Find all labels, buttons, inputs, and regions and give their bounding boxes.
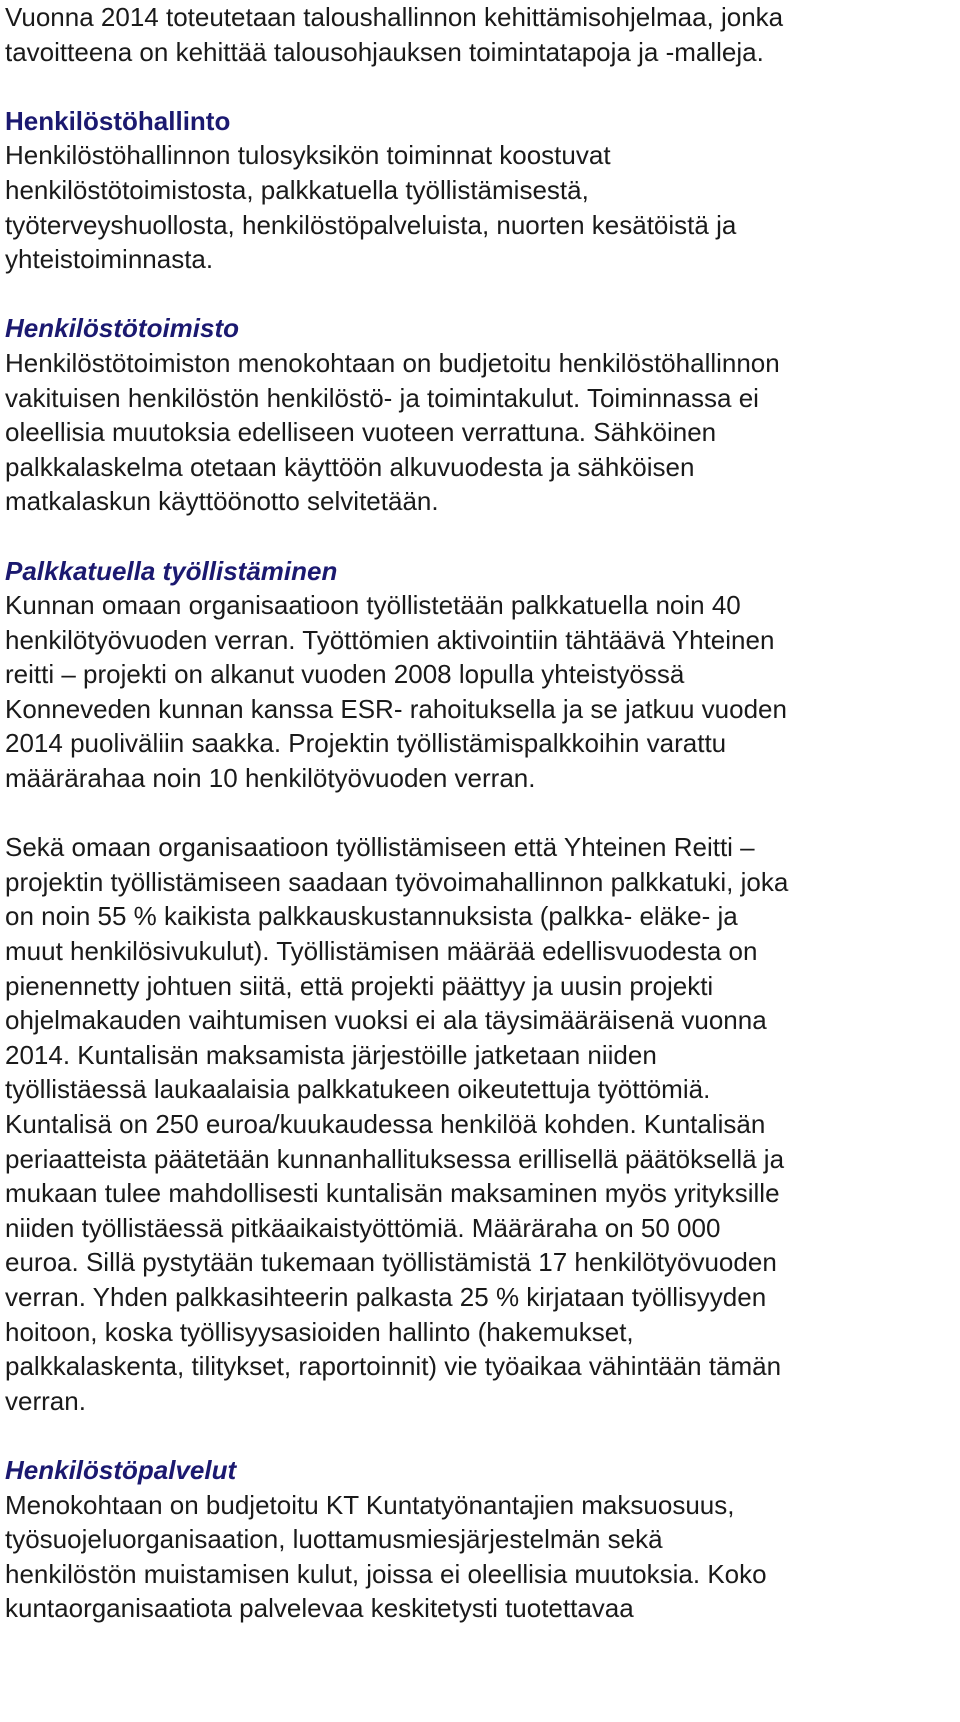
text-line: Henkilöstöhallinnon tulosyksikön toiminnat koostuvat: [5, 140, 611, 171]
text-line: projektin työllistämiseen saadaan työvoimahallinnon palkkatuki, joka: [5, 866, 789, 897]
section-henkilostohallinto: [5, 104, 960, 277]
paragraph-gap: [5, 519, 960, 554]
text-line: Kunnan omaan organisaatioon työllistetään palkkatuella noin 40: [5, 590, 741, 621]
section-heading: Henkilöstötoimisto: [5, 313, 240, 344]
text-line: Henkilöstötoimiston menokohtaan on budjetoitu henkilöstöhallinnon: [5, 347, 780, 378]
text-line: verran. Yhden palkkasihteerin palkasta 25 % kirjataan työllisyyden: [5, 1281, 767, 1312]
text-line: henkilöstötoimistosta, palkkatuella työllistämisestä,: [5, 174, 589, 205]
text-line: kuntaorganisaatiota palvelevaa keskitetysti tuotettavaa: [5, 1593, 634, 1624]
text-line: on noin 55 % kaikista palkkauskustannuksista (palkka- eläke- ja: [5, 901, 738, 932]
text-line: 2014 puoliväliin saakka. Projektin työllistämispalkkoihin varattu: [5, 728, 727, 759]
text-line: oleellisia muutoksia edelliseen vuoteen verrattuna. Sähköinen: [5, 417, 717, 448]
section-heading: Henkilöstöhallinto: [5, 105, 231, 136]
text-line: henkilötyövuoden verran. Työttömien aktivointiin tähtäävä Yhteinen: [5, 624, 775, 655]
text-line: palkkalaskenta, tilitykset, raportoinnit) vie työaikaa vähintään tämän: [5, 1351, 782, 1382]
text-line: Kuntalisä on 250 euroa/kuukaudessa henkilöä kohden. Kuntalisän: [5, 1109, 766, 1139]
text-line: euroa. Sillä pystytään tukemaan työllistämistä 17 henkilötyövuoden: [5, 1247, 777, 1278]
text-line: yhteistoiminnasta.: [5, 244, 214, 275]
text-line: palkkalaskelma otetaan käyttöön alkuvuodesta ja sähköisen: [5, 451, 695, 482]
text-line: työsuojeluorganisaation, luottamusmiesjärjestelmän sekä: [5, 1524, 663, 1555]
text-line: muut henkilösivukulut). Työllistämisen määrää edellisvuodesta on: [5, 936, 758, 967]
paragraph-gap: [5, 1418, 960, 1453]
text-line: työllistäessä laukaalaisia palkkatukeen oikeutettuja työttömiä.: [5, 1074, 711, 1105]
text-line: ohjelmakauden vaihtumisen vuoksi ei ala täysimääräisenä vuonna: [5, 1005, 767, 1036]
text-line: työterveyshuollosta, henkilöstöpalveluista, nuorten kesätöistä ja: [5, 209, 737, 240]
paragraph-gap: [5, 796, 960, 831]
section-heading: Henkilöstöpalvelut: [5, 1454, 237, 1485]
paragraph-gap: [5, 277, 960, 312]
section-henkilostotoimisto: [5, 311, 960, 519]
text-line: matkalaskun käyttöönotto selvitetään.: [5, 486, 439, 517]
text-line: vakituisen henkilöstön henkilöstö- ja toimintakulut. Toiminnassa ei: [5, 382, 759, 413]
text-line: 2014. Kuntalisän maksamista järjestöille jatketaan niiden: [5, 1039, 657, 1070]
text-line: verran.: [5, 1385, 86, 1416]
text-line: tavoitteena on kehittää talousohjauksen toimintatapoja ja -malleja.: [5, 36, 764, 67]
text-line: periaatteista päätetään kunnanhallituksessa erillisellä päätöksellä ja: [5, 1143, 785, 1174]
text-line: hoitoon, koska työllisyysasioiden hallinto (hakemukset,: [5, 1316, 634, 1347]
text-line: Vuonna 2014 toteutetaan taloushallinnon kehittämisohjelmaa, jonka: [5, 2, 784, 32]
text-line: Menokohtaan on budjetoitu KT Kuntatyönantajien maksuosuus,: [5, 1489, 735, 1520]
section-palkkatuella-paragraph-2: [5, 830, 960, 1418]
text-line: niiden työllistäessä pitkäaikaistyöttömiä. Määräraha on 50 000: [5, 1212, 721, 1243]
text-line: reitti – projekti on alkanut vuoden 2008 lopulla yhteistyössä: [5, 659, 685, 690]
text-line: pienennetty johtuen siitä, että projekti päättyy ja uusin projekti: [5, 970, 714, 1001]
text-line: mukaan tulee mahdollisesti kuntalisän maksaminen myös yrityksille: [5, 1178, 780, 1209]
section-heading: Palkkatuella työllistäminen: [5, 555, 338, 586]
text-line: määrärahaa noin 10 henkilötyövuoden verran.: [5, 763, 536, 794]
intro-paragraph: [5, 0, 960, 69]
section-henkilostopalvelut: [5, 1453, 960, 1626]
text-line: henkilöstön muistamisen kulut, joissa ei oleellisia muutoksia. Koko: [5, 1558, 767, 1589]
text-line: Konneveden kunnan kanssa ESR- rahoituksella ja se jatkuu vuoden: [5, 693, 787, 724]
paragraph-gap: [5, 69, 960, 104]
section-palkkatuella: [5, 554, 960, 796]
text-line: Sekä omaan organisaatioon työllistämiseen että Yhteinen Reitti –: [5, 832, 755, 863]
